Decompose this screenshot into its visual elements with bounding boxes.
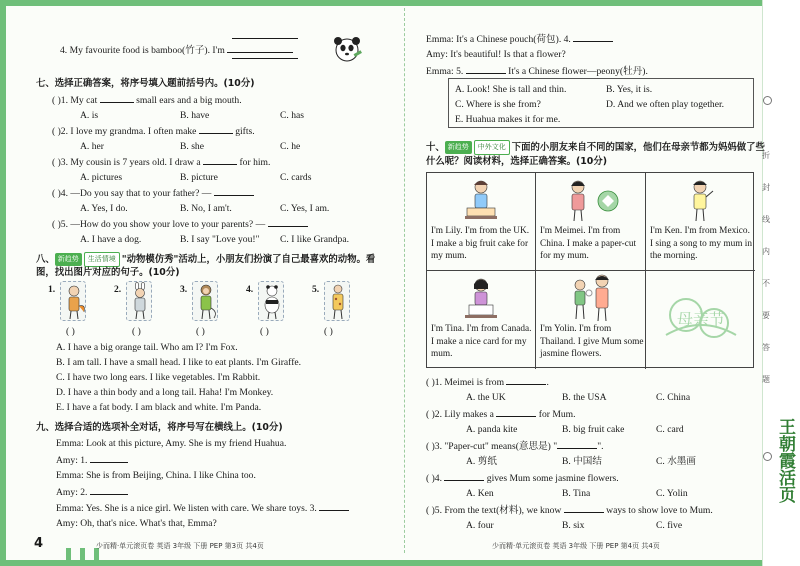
fold-line-char: 封 (762, 183, 770, 192)
sec7-q4-option-b: B. No, I am't. (180, 203, 232, 214)
picture-number: 5. (312, 284, 320, 295)
sec10-q4-option-c: C. Yolin (656, 488, 688, 499)
q4-line (232, 38, 298, 39)
dialog-line: Amy: It's beautiful! Is that a flower? (426, 49, 566, 60)
dialog-line: Emma: She is from Beijing, China. I like China too. (56, 470, 256, 481)
sec7-q5-option-b: B. I say "Love you!" (180, 234, 260, 245)
option-e: E. Huahua makes it for me. (455, 114, 561, 125)
cell-tina: I'm Tina. I'm from Canada. I make a nice card for my mum. (427, 271, 536, 369)
sec10-q2-option-c: C. card (656, 424, 684, 435)
page-number: 4 (34, 536, 44, 551)
page-divider (404, 8, 405, 553)
sec10-q1: ( )1. Meimei is from . (426, 377, 549, 388)
sentence-b: B. I am tall. I have a small head. I like to eat plants. I'm Giraffe. (56, 357, 302, 368)
picture-number: 2. (114, 284, 122, 295)
page-footer: 少而精·单元滚页卷 英语 3年级 下册 PEP 第4页 共4页 (492, 542, 660, 550)
sec10-q4-option-b: B. Tina (562, 488, 591, 499)
dialog-line: Emma: 5. It's a Chinese flower—peony(牡丹). (426, 66, 648, 77)
sentence-e: E. I have a fat body. I am black and white. I'm Panda. (56, 402, 262, 413)
sec7-q1-option-c: C. has (280, 110, 304, 121)
fold-line-char: 内 (762, 247, 770, 256)
binding-ring-icon (763, 96, 772, 105)
sec7-q2-option-a: A. her (80, 141, 104, 152)
sec7-q5-option-c: C. I like Grandpa. (280, 234, 350, 245)
sec10-q4-option-a: A. Ken (466, 488, 494, 499)
sec10-q5-option-b: B. six (562, 520, 585, 531)
dialog-line: Amy: 2. (56, 486, 128, 499)
sentence-c: C. I have two long ears. I like vegetables. I'm Rabbit. (56, 372, 261, 383)
picture-number: 4. (246, 284, 254, 295)
sec7-q4-option-c: C. Yes, I am. (280, 203, 330, 214)
section-8-title-cont: 图，找出图片对应的句子。(10分) (36, 267, 180, 278)
section-10-title: 十、 新趋势 中外文化 下面的小朋友来自不同的国家，他们在母亲节都为妈妈做了些 (426, 142, 765, 153)
sec7-q2: ( )2. I love my grandma. I often make gifts. (52, 126, 255, 137)
dialog-line: Amy: Oh, that's nice. What's that, Emma? (56, 518, 217, 529)
sec7-q4: ( )4. —Do you say that to your father? — (52, 187, 254, 200)
option-c: C. Where is she from? (455, 99, 541, 110)
sec7-q3-option-a: A. pictures (80, 172, 123, 183)
sec10-q1-option-b: B. the USA (562, 392, 607, 403)
section-9-title: 九、选择合适的选项补全对话，将序号写在横线上。(10分) (36, 422, 283, 433)
sec7-q2-option-b: B. she (180, 141, 204, 152)
sec7-q4-option-a: A. Yes, I do. (80, 203, 128, 214)
giraffe-child-picture (324, 281, 350, 321)
fox-child-picture (60, 281, 86, 321)
sec7-q3-option-b: B. picture (180, 172, 218, 183)
sec10-q3-option-a: A. 剪纸 (466, 456, 497, 467)
sentence-d: D. I have a thin body and a long tail. Haha! I'm Monkey. (56, 387, 274, 398)
yolin-flowers-picture (560, 273, 624, 323)
sec10-q3-option-c: C. 水墨画 (656, 456, 696, 467)
answer-paren[interactable]: ( ) (66, 326, 75, 337)
sec7-q1-option-b: B. have (180, 110, 210, 121)
cell-meimei: I'm Meimei. I'm from China. I make a paper-cut for my mum. (536, 173, 646, 271)
cell-decoration (646, 271, 755, 369)
trend-badge: 新趋势 (445, 141, 472, 154)
picture-number: 3. (180, 284, 188, 295)
panda-child-picture (258, 281, 284, 321)
sec10-q3-option-b: B. 中国结 (562, 456, 602, 467)
sec7-q5-option-a: A. I have a dog. (80, 234, 142, 245)
fold-line-char: 折 (762, 151, 770, 160)
context-badge: 生活情境 (84, 252, 120, 267)
q4-line (232, 58, 298, 59)
fold-line-char: 答 (762, 343, 770, 352)
meimei-papercut-picture (556, 177, 626, 225)
rabbit-child-picture (126, 281, 152, 321)
option-b: B. Yes, it is. (606, 84, 653, 95)
culture-badge: 中外文化 (474, 140, 510, 155)
animal-pictures (44, 281, 364, 325)
fold-line-char: 线 (762, 215, 770, 224)
fold-line-char: 要 (762, 311, 770, 320)
sec10-q2-option-b: B. big fruit cake (562, 424, 625, 435)
reading-table (426, 172, 754, 368)
panda-icon (330, 34, 364, 66)
sec10-q2: ( )2. Lily makes a for Mum. (426, 409, 576, 420)
sec7-q5: ( )5. —How do you show your love to your parents? — (52, 218, 308, 231)
section-10-title-cont: 什么呢？阅读材料，选择正确答案。(10分) (426, 156, 607, 167)
sec10-q3: ( )3. "Paper-cut" means(意思是) " ". (426, 441, 604, 452)
fold-line-char: 题 (762, 375, 770, 384)
option-d: D. And we often play together. (606, 99, 725, 110)
dialog-line: Emma: Look at this picture, Amy. She is my friend Huahua. (56, 438, 287, 449)
fold-line-char: 不 (762, 279, 770, 288)
dialog-line: Amy: 1. (56, 454, 128, 467)
option-a: A. Look! She is tall and thin. (455, 84, 567, 95)
cell-yolin: I'm Yolin. I'm from Thailand. I give Mum some jasmine flowers. (536, 271, 646, 369)
cell-lily: I'm Lily. I'm from the UK. I make a big fruit cake for my mum. (427, 173, 536, 271)
sentence-a: A. I have a big orange tail. Who am I? I'm Fox. (56, 342, 238, 353)
sec10-q5-option-c: C. five (656, 520, 683, 531)
section-7-title: 七、选择正确答案，将序号填入题前括号内。(10分) (36, 78, 255, 89)
svg-text:母亲节: 母亲节 (676, 310, 726, 329)
sec7-q1: ( )1. My cat small ears and a big mouth. (52, 95, 242, 106)
dialog-line: Emma: Yes. She is a nice girl. We listen with care. We share toys. 3. (56, 502, 349, 515)
dialog-line: Emma: It's a Chinese pouch(荷包). 4. (426, 33, 613, 46)
page-footer: 少而精·单元滚页卷 英语 3年级 下册 PEP 第3页 共4页 (96, 542, 264, 550)
answer-paren[interactable]: ( ) (260, 326, 269, 337)
sec7-q1-option-a: A. is (80, 110, 99, 121)
cell-ken: I'm Ken. I'm from Mexico. I sing a song to my mum in the morning. (646, 173, 755, 271)
sec10-q2-option-a: A. panda kite (466, 424, 518, 435)
sec7-q2-option-c: C. he (280, 141, 301, 152)
lily-cake-picture (457, 177, 505, 225)
sec10-q5: ( )5. From the text(材料), we know ways to show love to Mum. (426, 505, 713, 516)
sec7-q3: ( )3. My cousin is 7 years old. I draw a for him. (52, 157, 271, 168)
q4-text: 4. My favourite food is bamboo(竹子). I'm (60, 44, 293, 57)
brand-logo: 王朝霞活页 (775, 418, 795, 503)
monkey-child-picture (192, 281, 218, 321)
sec10-q5-option-a: A. four (466, 520, 494, 531)
picture-number: 1. (48, 284, 56, 295)
sec10-q1-option-c: C. China (656, 392, 691, 403)
tina-card-picture (457, 275, 505, 323)
ken-sing-picture (680, 177, 720, 225)
sec7-q3-option-c: C. cards (280, 172, 312, 183)
answer-paren[interactable]: ( ) (324, 326, 333, 337)
answer-paren[interactable]: ( ) (132, 326, 141, 337)
mothers-day-decoration-icon (656, 285, 746, 355)
section-8-title: 八、 新趋势 生活情境 "动物模仿秀"活动上，小朋友们扮演了自己最喜欢的动物。看 (36, 254, 376, 265)
sec10-q1-option-a: A. the UK (466, 392, 506, 403)
answer-paren[interactable]: ( ) (196, 326, 205, 337)
sec10-q4: ( )4. gives Mum some jasmine flowers. (426, 473, 619, 484)
trend-badge: 新趋势 (55, 253, 82, 266)
